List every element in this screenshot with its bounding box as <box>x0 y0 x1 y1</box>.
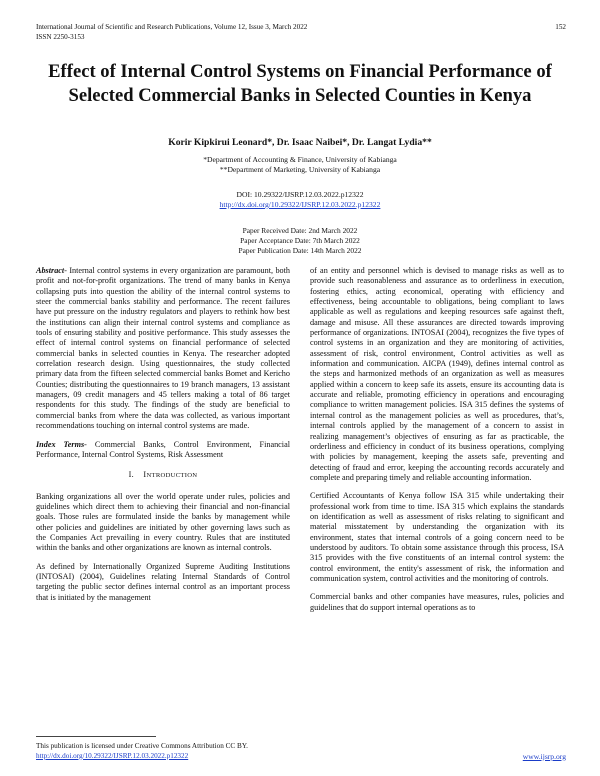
body-paragraph: Banking organizations all over the world operate under rules, policies and guidelines which direct them to achieving their financial and non-financial goals. Those rules are formulated inside the banks by management while other policies and guidelines are initiated by other governing laws such as the Companies Act prevailing in every country. Rules that are instituted within the banks and other organizations are known as internal controls. <box>36 491 290 553</box>
section-heading <box>36 470 290 481</box>
doi-link[interactable]: http://dx.doi.org/10.29322/IJSRP.12.03.2022.p12322 <box>219 200 381 209</box>
index-terms-label: Index Terms- <box>36 439 87 449</box>
footer-doi-link[interactable]: http://dx.doi.org/10.29322/IJSRP.12.03.2022.p12322 <box>36 751 189 760</box>
paper-title: Effect of Internal Control Systems on Financial Performance of Selected Commercial Banks in Selected Counties in Kenya <box>48 61 552 106</box>
abstract-text: Internal control systems in every organization are paramount, both profit and not-for-profit organizations. The trend of many banks in Kenya collapsing puts into question the ability of the internal control systems to steer the commercial banks stability and performance. The recent failures have put pressure on the industry regulators and players to rethink how best the institutions can align their internal control systems and compliance as tools of ensuring stability and positive performance. This study assesses the effect of internal control systems on financial performance of selected commercial banks in selected counties in Kenya. The researcher adopted correlation research design. Using questionnaires, the study collected primary data from the fifteen selected commercial banks Bomet and Kericho Counties; distributing the questionnaires to 19 branch managers, 13 assistant managers, 09 credit managers and 45 tellers making a total of 86 target respondents for this study. The findings of the study are beneficial to commercial banks from where the data was collected, as various important recommendations touching on internal control systems are made. <box>36 266 290 431</box>
paper-dates <box>30 226 570 255</box>
body-paragraph: As defined by Internationally Organized Supreme Auditing Institutions (INTOSAI) (2004), Guidelines relating Internal Standards of Control targeting the public sector defines internal control as an important process that is initiated by the management <box>36 561 290 602</box>
section-title-initial: I <box>143 470 147 480</box>
affiliation-1: *Department of Accounting & Finance, University of Kabianga <box>203 155 397 164</box>
left-column <box>36 266 290 609</box>
page-number: 152 <box>555 23 566 31</box>
running-header <box>36 22 566 42</box>
footer-rule <box>36 736 156 737</box>
body-paragraph: of an entity and personnel which is devised to manage risks as well as to provide such reasonableness and assurance as to orderliness in execution, fostering ethics, acting economical, operating with efficiency and effectiveness, being accountable to obligations, being compliant to laws applicable as well as regulations and keeping resources safe against theft, damage and misuse. All these assurances are directed towards improving performance of organizations. INTOSAI (2004), recognizes the five types of control systems in an organization and they are monitoring of activities, assessment of risk, control environment, Control activities as well as information and communication. AICPA (1949), defines internal control as the steps and harmonized methods of an organization as well as measures applied within a concern to keep safe its assets, ensure its accounting data is accurate and reliable, promoting efficiency in operations and encouraging compliance to written management policies. ISA 315 defines the systems of internal control as the management policies as well as procedures, that’s, internal controls applied by the management of a concern to assist in realizing management’s objectives of ensuring as far as practicable, the orderliness and efficiency in conduct of its business operations, complying with policies by management, keeping the assets safe, preventing and detecting of fraud and error, keeping the accounting records accurately and complete and preparing timely and reliable accounting information. <box>310 266 564 482</box>
journal-name: International Journal of Scientific and Research Publications, Volume 12, Issue 3, March 2022 <box>36 23 308 31</box>
body-paragraph: Certified Accountants of Kenya follow ISA 315 while undertaking their professional work from time to time. ISA 315 which explains the standards on identification as well as assessment of risks relating to significant and material misstatement by understanding the organization with its environment, states that internal controls of a going concern need to be understood by auditors. To obtain some assistance through this process, ISA 315 provides with the five constituents of an internal control system: the control environment, the entity's assessment of risk, the information and communication system, control activities and the monitoring of controls. <box>310 491 564 583</box>
page-footer <box>36 742 566 761</box>
date-published: Paper Publication Date: 14th March 2022 <box>238 245 362 255</box>
section-number: I. <box>128 470 135 480</box>
affiliations <box>30 155 570 175</box>
index-terms <box>36 440 290 461</box>
abstract <box>36 266 290 432</box>
section-title-rest: NTRODUCTION <box>146 472 198 480</box>
doi-text: DOI: 10.29322/IJSRP.12.03.2022.p12322 <box>236 190 364 199</box>
right-column <box>310 266 564 619</box>
abstract-label: Abstract- <box>36 266 67 275</box>
body-paragraph: Commercial banks and other companies have measures, rules, policies and guidelines that do support internal operations as to <box>310 592 564 612</box>
issn: ISSN 2250-3153 <box>36 33 85 41</box>
authors: Korir Kipkirui Leonard*, Dr. Isaac Naibei*, Dr. Langat Lydia** <box>168 137 432 148</box>
date-received: Paper Received Date: 2nd March 2022 <box>242 226 358 235</box>
index-terms-text: Commercial Banks, Control Environment, Financial Performance, Internal Control Systems, Risk Assessment <box>36 439 290 459</box>
date-accepted: Paper Acceptance Date: 7th March 2022 <box>240 235 360 245</box>
doi-block <box>30 190 570 210</box>
license-text: This publication is licensed under Creative Commons Attribution CC BY. <box>36 742 248 750</box>
website-link[interactable]: www.ijsrp.org <box>522 751 566 761</box>
affiliation-2: **Department of Marketing, University of Kabianga <box>219 165 381 174</box>
